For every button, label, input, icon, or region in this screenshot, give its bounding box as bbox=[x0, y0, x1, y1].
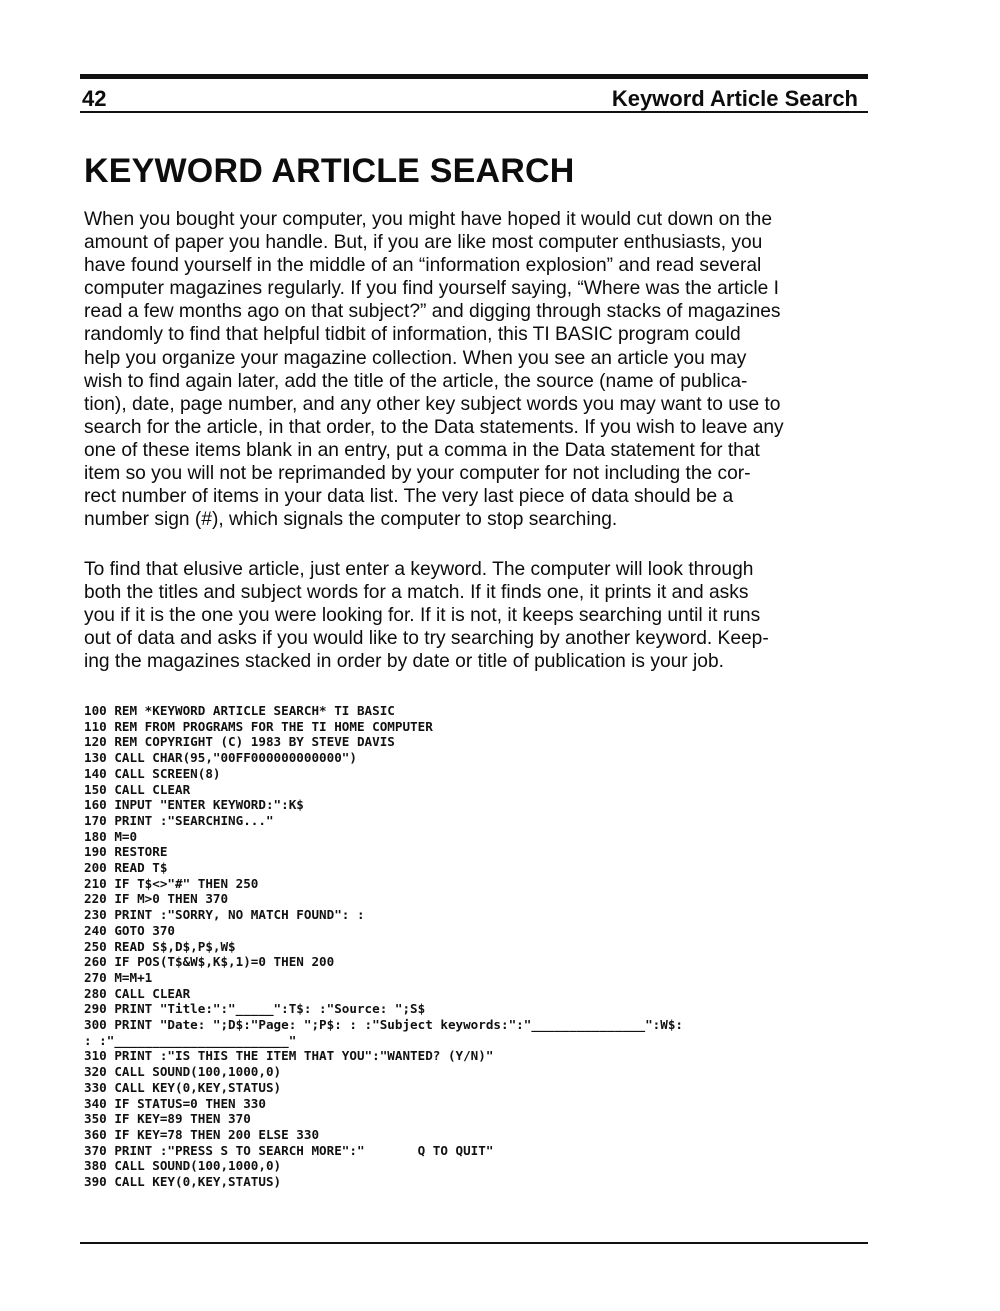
code-line: 330 CALL KEY(0,KEY,STATUS) bbox=[84, 1079, 282, 1095]
code-line: : :"_______________________" bbox=[84, 1032, 297, 1048]
code-line: 210 IF T$<>"#" THEN 250 bbox=[84, 875, 259, 891]
top-double-rule bbox=[80, 74, 868, 79]
paragraph-line: randomly to find that helpful tidbit of information, this TI BASIC program could bbox=[84, 324, 741, 346]
usage-paragraph bbox=[84, 558, 864, 673]
paragraph-line: have found yourself in the middle of an “information explosion” and read several bbox=[84, 255, 762, 277]
paragraph-line: search for the article, in that order, to the Data statements. If you wish to leave any bbox=[84, 416, 784, 438]
intro-paragraph bbox=[84, 208, 864, 531]
code-line: 220 IF M>0 THEN 370 bbox=[84, 891, 229, 907]
code-line: 380 CALL SOUND(100,1000,0) bbox=[84, 1158, 282, 1174]
paragraph-line: amount of paper you handle. But, if you are like most computer enthusiasts, you bbox=[84, 232, 763, 254]
code-line: 390 CALL KEY(0,KEY,STATUS) bbox=[84, 1174, 282, 1190]
code-line: 150 CALL CLEAR bbox=[84, 781, 191, 797]
code-line: 190 RESTORE bbox=[84, 844, 168, 860]
paragraph-line: help you organize your magazine collection. When you see an article you may bbox=[84, 347, 747, 369]
code-line: 260 IF POS(T$&W$,K$,1)=0 THEN 200 bbox=[84, 954, 335, 970]
code-line: 270 M=M+1 bbox=[84, 969, 153, 985]
code-line: 180 M=0 bbox=[84, 828, 138, 844]
code-line: 320 CALL SOUND(100,1000,0) bbox=[84, 1064, 282, 1080]
code-line: 310 PRINT :"IS THIS THE ITEM THAT YOU":"WANTED? (Y/N)" bbox=[84, 1048, 494, 1064]
code-line: 140 CALL SCREEN(8) bbox=[84, 765, 221, 781]
paragraph-line: When you bought your computer, you might have hoped it would cut down on the bbox=[84, 209, 772, 230]
code-line: 290 PRINT "Title:":"_____":T$: :"Source: ";S$ bbox=[84, 1001, 426, 1017]
code-line: 340 IF STATUS=0 THEN 330 bbox=[84, 1095, 266, 1111]
code-line: 130 CALL CHAR(95,"00FF000000000000") bbox=[84, 750, 357, 766]
paragraph-line: both the titles and subject words for a match. If it finds one, it prints it and asks bbox=[84, 582, 749, 604]
code-line: 100 REM *KEYWORD ARTICLE SEARCH* TI BASIC bbox=[84, 703, 395, 718]
code-line: 110 REM FROM PROGRAMS FOR THE TI HOME COMPUTER bbox=[84, 718, 433, 734]
paragraph-line: ing the magazines stacked in order by date or title of publication is your job. bbox=[84, 651, 724, 673]
paragraph-line: To find that elusive article, just enter a keyword. The computer will look through bbox=[84, 559, 754, 580]
code-line: 250 READ S$,D$,P$,W$ bbox=[84, 938, 236, 954]
code-line: 120 REM COPYRIGHT (C) 1983 BY STEVE DAVIS bbox=[84, 734, 395, 750]
footer-rule bbox=[80, 1242, 868, 1244]
running-header bbox=[82, 84, 858, 112]
code-line: 360 IF KEY=78 THEN 200 ELSE 330 bbox=[84, 1126, 320, 1142]
paragraph-line: tion), date, page number, and any other key subject words you may want to use to bbox=[84, 393, 781, 415]
paragraph-line: read a few months ago on that subject?” and digging through stacks of magazines bbox=[84, 301, 781, 323]
code-line: 350 IF KEY=89 THEN 370 bbox=[84, 1111, 251, 1127]
paragraph-line: computer magazines regularly. If you find yourself saying, “Where was the article I bbox=[84, 278, 779, 300]
code-line: 280 CALL CLEAR bbox=[84, 985, 191, 1001]
page-number: 42 bbox=[82, 86, 107, 111]
paragraph-line: you if it is the one you were looking for. If it is not, it keeps searching until it runs bbox=[84, 605, 761, 627]
code-line: 200 READ T$ bbox=[84, 860, 168, 876]
paragraph-line: rect number of items in your data list. The very last piece of data should be a bbox=[84, 486, 734, 508]
running-title: Keyword Article Search bbox=[611, 86, 858, 111]
program-listing bbox=[84, 703, 874, 1190]
code-line: 300 PRINT "Date: ";D$:"Page: ";P$: : :"Subject keywords:":"_______________":W$: bbox=[84, 1017, 683, 1033]
paragraph-line: item so you will not be reprimanded by your computer for not including the cor- bbox=[84, 463, 751, 485]
code-line: 230 PRINT :"SORRY, NO MATCH FOUND": : bbox=[84, 907, 365, 923]
paragraph-line: number sign (#), which signals the computer to stop searching. bbox=[84, 509, 618, 531]
code-line: 170 PRINT :"SEARCHING..." bbox=[84, 812, 274, 828]
paragraph-line: one of these items blank in an entry, put a comma in the Data statement for that bbox=[84, 439, 760, 461]
code-line: 160 INPUT "ENTER KEYWORD:":K$ bbox=[84, 797, 304, 813]
header-rule bbox=[80, 111, 868, 113]
code-line: 370 PRINT :"PRESS S TO SEARCH MORE":" Q TO QUIT" bbox=[84, 1142, 494, 1158]
paragraph-line: out of data and asks if you would like to try searching by another keyword. Keep- bbox=[84, 628, 769, 650]
code-line: 240 GOTO 370 bbox=[84, 922, 175, 938]
article-title: KEYWORD ARTICLE SEARCH bbox=[84, 152, 575, 190]
paragraph-line: wish to find again later, add the title of the article, the source (name of publica- bbox=[84, 370, 748, 392]
